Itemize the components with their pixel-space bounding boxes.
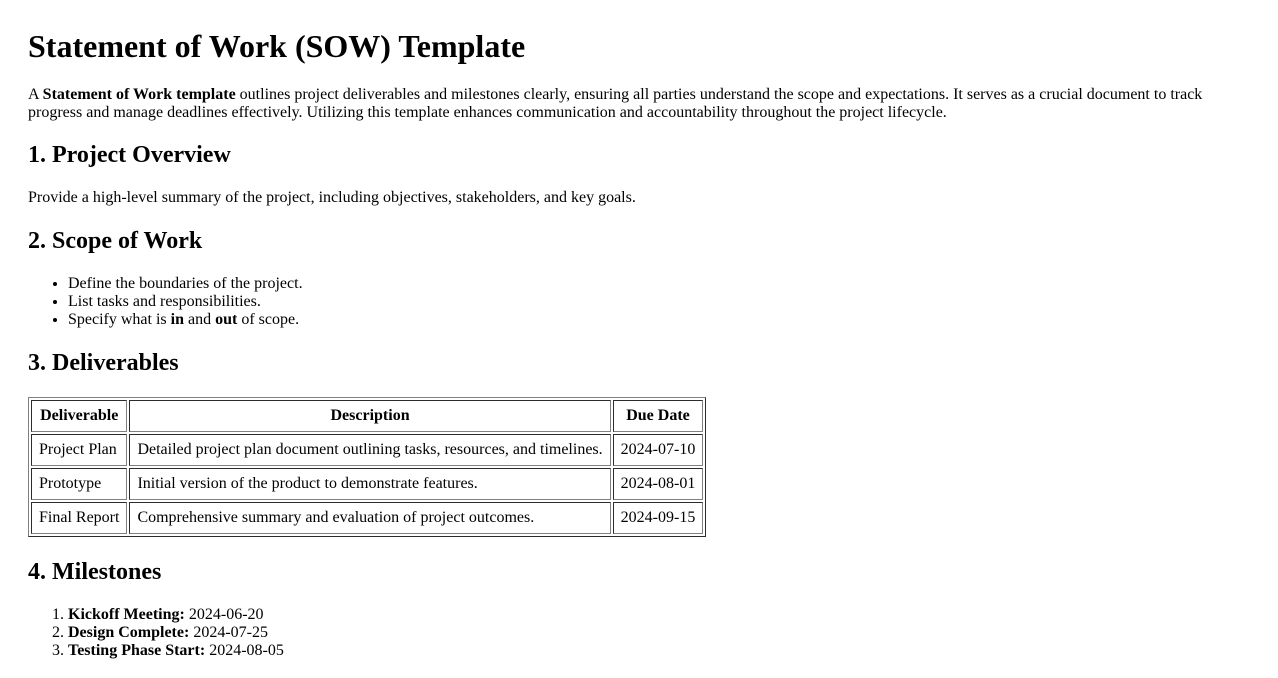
milestone-label: Design Complete: xyxy=(68,624,190,641)
milestone-date: 2024-06-20 xyxy=(184,606,264,623)
milestone-date: 2024-07-25 xyxy=(189,624,268,641)
cell-deliverable: Project Plan xyxy=(31,434,127,466)
page-title: Statement of Work (SOW) Template xyxy=(28,28,526,64)
cell-description: Initial version of the product to demonstrate features. xyxy=(129,468,610,500)
cell-due-date: 2024-09-15 xyxy=(613,502,704,534)
milestone-label: Testing Phase Start: xyxy=(68,642,206,659)
table-row xyxy=(31,468,703,500)
section-heading-deliverables: 3. Deliverables xyxy=(28,350,179,376)
cell-description: Detailed project plan document outlining tasks, resources, and timelines. xyxy=(129,434,610,466)
scope-bold-out: out xyxy=(215,311,238,328)
intro-suffix: outlines project deliverables and milestones clearly, ensuring all parties understand the scope and expectations. It serves as a crucial document to track progress and manage deadlines effectively. Utilizing this template enhances communication and accountability throughout the project lifecycle. xyxy=(28,86,1203,121)
scope-list-item: • Define the boundaries of the project. xyxy=(68,275,1250,293)
milestone-item xyxy=(68,624,1250,642)
table-row xyxy=(31,502,703,534)
milestone-list xyxy=(28,606,1250,660)
scope-list-item xyxy=(68,311,1250,329)
cell-deliverable: Final Report xyxy=(31,502,127,534)
intro-paragraph xyxy=(28,86,1228,122)
scope-bold-in: in xyxy=(170,311,184,328)
column-header-description: Description xyxy=(129,400,610,432)
section-heading-overview: 1. Project Overview xyxy=(28,142,231,168)
intro-prefix: A xyxy=(28,86,43,103)
table-row xyxy=(31,434,703,466)
scope-list xyxy=(28,275,1250,329)
column-header-deliverable: Deliverable xyxy=(31,400,127,432)
cell-description: Comprehensive summary and evaluation of project outcomes. xyxy=(129,502,610,534)
scope-text: of scope. xyxy=(237,311,300,328)
overview-text: Provide a high-level summary of the project, including objectives, stakeholders, and key goals. xyxy=(28,189,636,206)
section-heading-milestones: 4. Milestones xyxy=(28,559,162,585)
cell-due-date: 2024-08-01 xyxy=(613,468,704,500)
intro-bold-term: Statement of Work template xyxy=(42,86,236,103)
deliverables-table xyxy=(28,397,706,537)
scope-text: and xyxy=(184,311,216,328)
milestone-date: 2024-08-05 xyxy=(205,642,284,659)
cell-due-date: 2024-07-10 xyxy=(613,434,704,466)
milestone-item xyxy=(68,606,1250,624)
table-header-row xyxy=(31,400,703,432)
cell-deliverable: Prototype xyxy=(31,468,127,500)
scope-text: Specify what is xyxy=(68,311,171,328)
column-header-due-date: Due Date xyxy=(613,400,704,432)
document-page xyxy=(0,28,1278,660)
scope-list-item: • List tasks and responsibilities. xyxy=(68,293,1250,311)
milestone-label: Kickoff Meeting: xyxy=(68,606,185,623)
section-heading-scope: 2. Scope of Work xyxy=(28,228,203,254)
milestone-item xyxy=(68,642,1250,660)
